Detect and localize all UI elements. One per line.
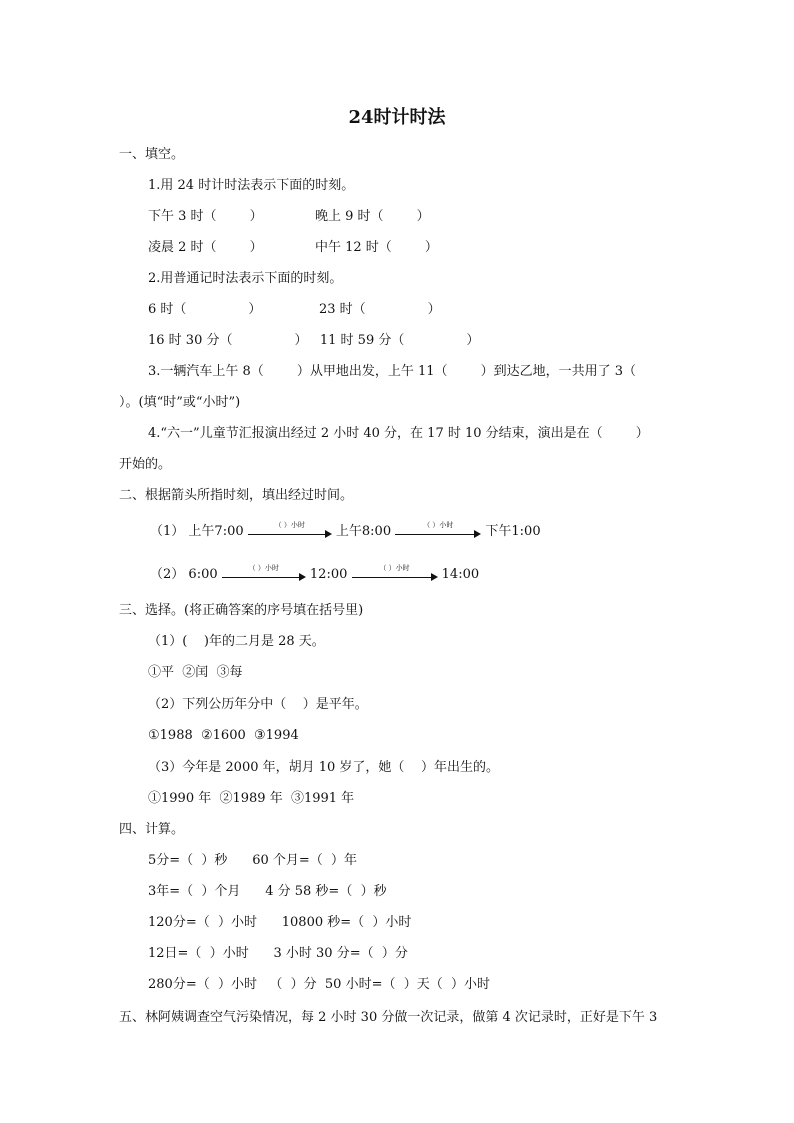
time-label: 12:00 — [309, 567, 348, 582]
question-1c: 凌晨 2 时（ ） — [148, 240, 263, 255]
section-heading-fill: 一、填空。 — [119, 147, 185, 162]
question-1b: 晚上 9 时（ ） — [315, 209, 430, 224]
section-heading-choice: 三、选择。(将正确答案的序号填在括号里) — [119, 603, 364, 618]
row-number: （1） — [150, 524, 185, 539]
question-2a: 6 时（ ） — [148, 302, 262, 317]
question-2: 2.用普通记时法表示下面的时刻。 — [148, 271, 343, 286]
arrow-head-icon — [474, 530, 481, 538]
question-1a: 下午 3 时（ ） — [148, 209, 263, 224]
question-4-line1: 4.“六一”儿童节汇报演出经过 2 小时 40 分，在 17 时 10 分结束，演出是在（ ） — [148, 426, 649, 441]
choice-options-3: ①1990 年 ②1989 年 ③1991 年 — [148, 791, 355, 806]
choice-question-2: （2）下列公历年分中（ ）是平年。 — [148, 697, 368, 712]
calc-row-4: 12日=（ ）小时 3 小时 30 分=（ ）分 — [148, 946, 408, 961]
question-3-line2: ）。(填“时”或“小时”) — [119, 395, 241, 410]
arrow-caption: （ ）小时 — [423, 520, 454, 529]
arrow-row-2 — [150, 563, 480, 583]
choice-question-1: （1）( )年的二月是 28 天。 — [148, 634, 325, 649]
calc-row-1: 5分=（ ）秒 60 个月=（ ）年 — [148, 853, 358, 868]
arrow-head-icon — [431, 573, 438, 581]
section-heading-arrows: 二、根据箭头所指时刻，填出经过时间。 — [119, 488, 354, 503]
page-title: 24时计时法 — [348, 107, 446, 128]
section-heading-word-problem: 五、林阿姨调查空气污染情况，每 2 小时 30 分做一次记录，做第 4 次记录时，正好是下午 3 — [119, 1010, 658, 1025]
section-heading-calc: 四、计算。 — [119, 822, 185, 837]
arrow-head-icon — [299, 573, 306, 581]
time-label: 上午8:00 — [335, 524, 392, 539]
arrow-row-1 — [150, 520, 541, 540]
time-label: 上午7:00 — [188, 524, 244, 539]
arrow-caption: （ ）小时 — [248, 563, 279, 572]
question-3-line1: 3.一辆汽车上午 8（ ）从甲地出发，上午 11（ ）到达乙地，一共用了 3（ — [148, 364, 637, 379]
time-label: 14:00 — [441, 567, 480, 582]
question-1d: 中午 12 时（ ） — [315, 240, 438, 255]
arrow-caption: （ ）小时 — [379, 563, 410, 572]
choice-options-1: ①平 ②闰 ③每 — [148, 665, 243, 680]
calc-row-5: 280分=（ ）小时 （ ）分 50 小时=（ ）天（ ）小时 — [148, 977, 490, 992]
question-2b: 23 时（ ） — [319, 302, 441, 317]
row-number: （2） — [150, 567, 185, 582]
arrow-head-icon — [325, 530, 332, 538]
question-4-line2: 开始的。 — [119, 457, 172, 472]
arrow-1-1 — [248, 520, 332, 539]
arrow-1-2 — [395, 520, 481, 539]
arrow-caption: （ ）小时 — [274, 520, 305, 529]
time-label: 下午1:00 — [485, 524, 541, 539]
calc-row-3: 120分=（ ）小时 10800 秒=（ ）小时 — [148, 915, 412, 930]
calc-row-2: 3年=（ ）个月 4 分 58 秒=（ ）秒 — [148, 884, 387, 899]
choice-question-3: （3）今年是 2000 年，胡月 10 岁了，她（ ）年出生的。 — [148, 760, 499, 775]
question-2c: 16 时 30 分（ ） 11 时 59 分（ ） — [148, 333, 480, 348]
arrow-2-1 — [222, 563, 306, 582]
arrow-2-2 — [352, 563, 438, 582]
question-1: 1.用 24 时计时法表示下面的时刻。 — [148, 178, 355, 193]
time-label: 6:00 — [188, 567, 218, 582]
choice-options-2: ①1988 ②1600 ③1994 — [148, 728, 299, 743]
